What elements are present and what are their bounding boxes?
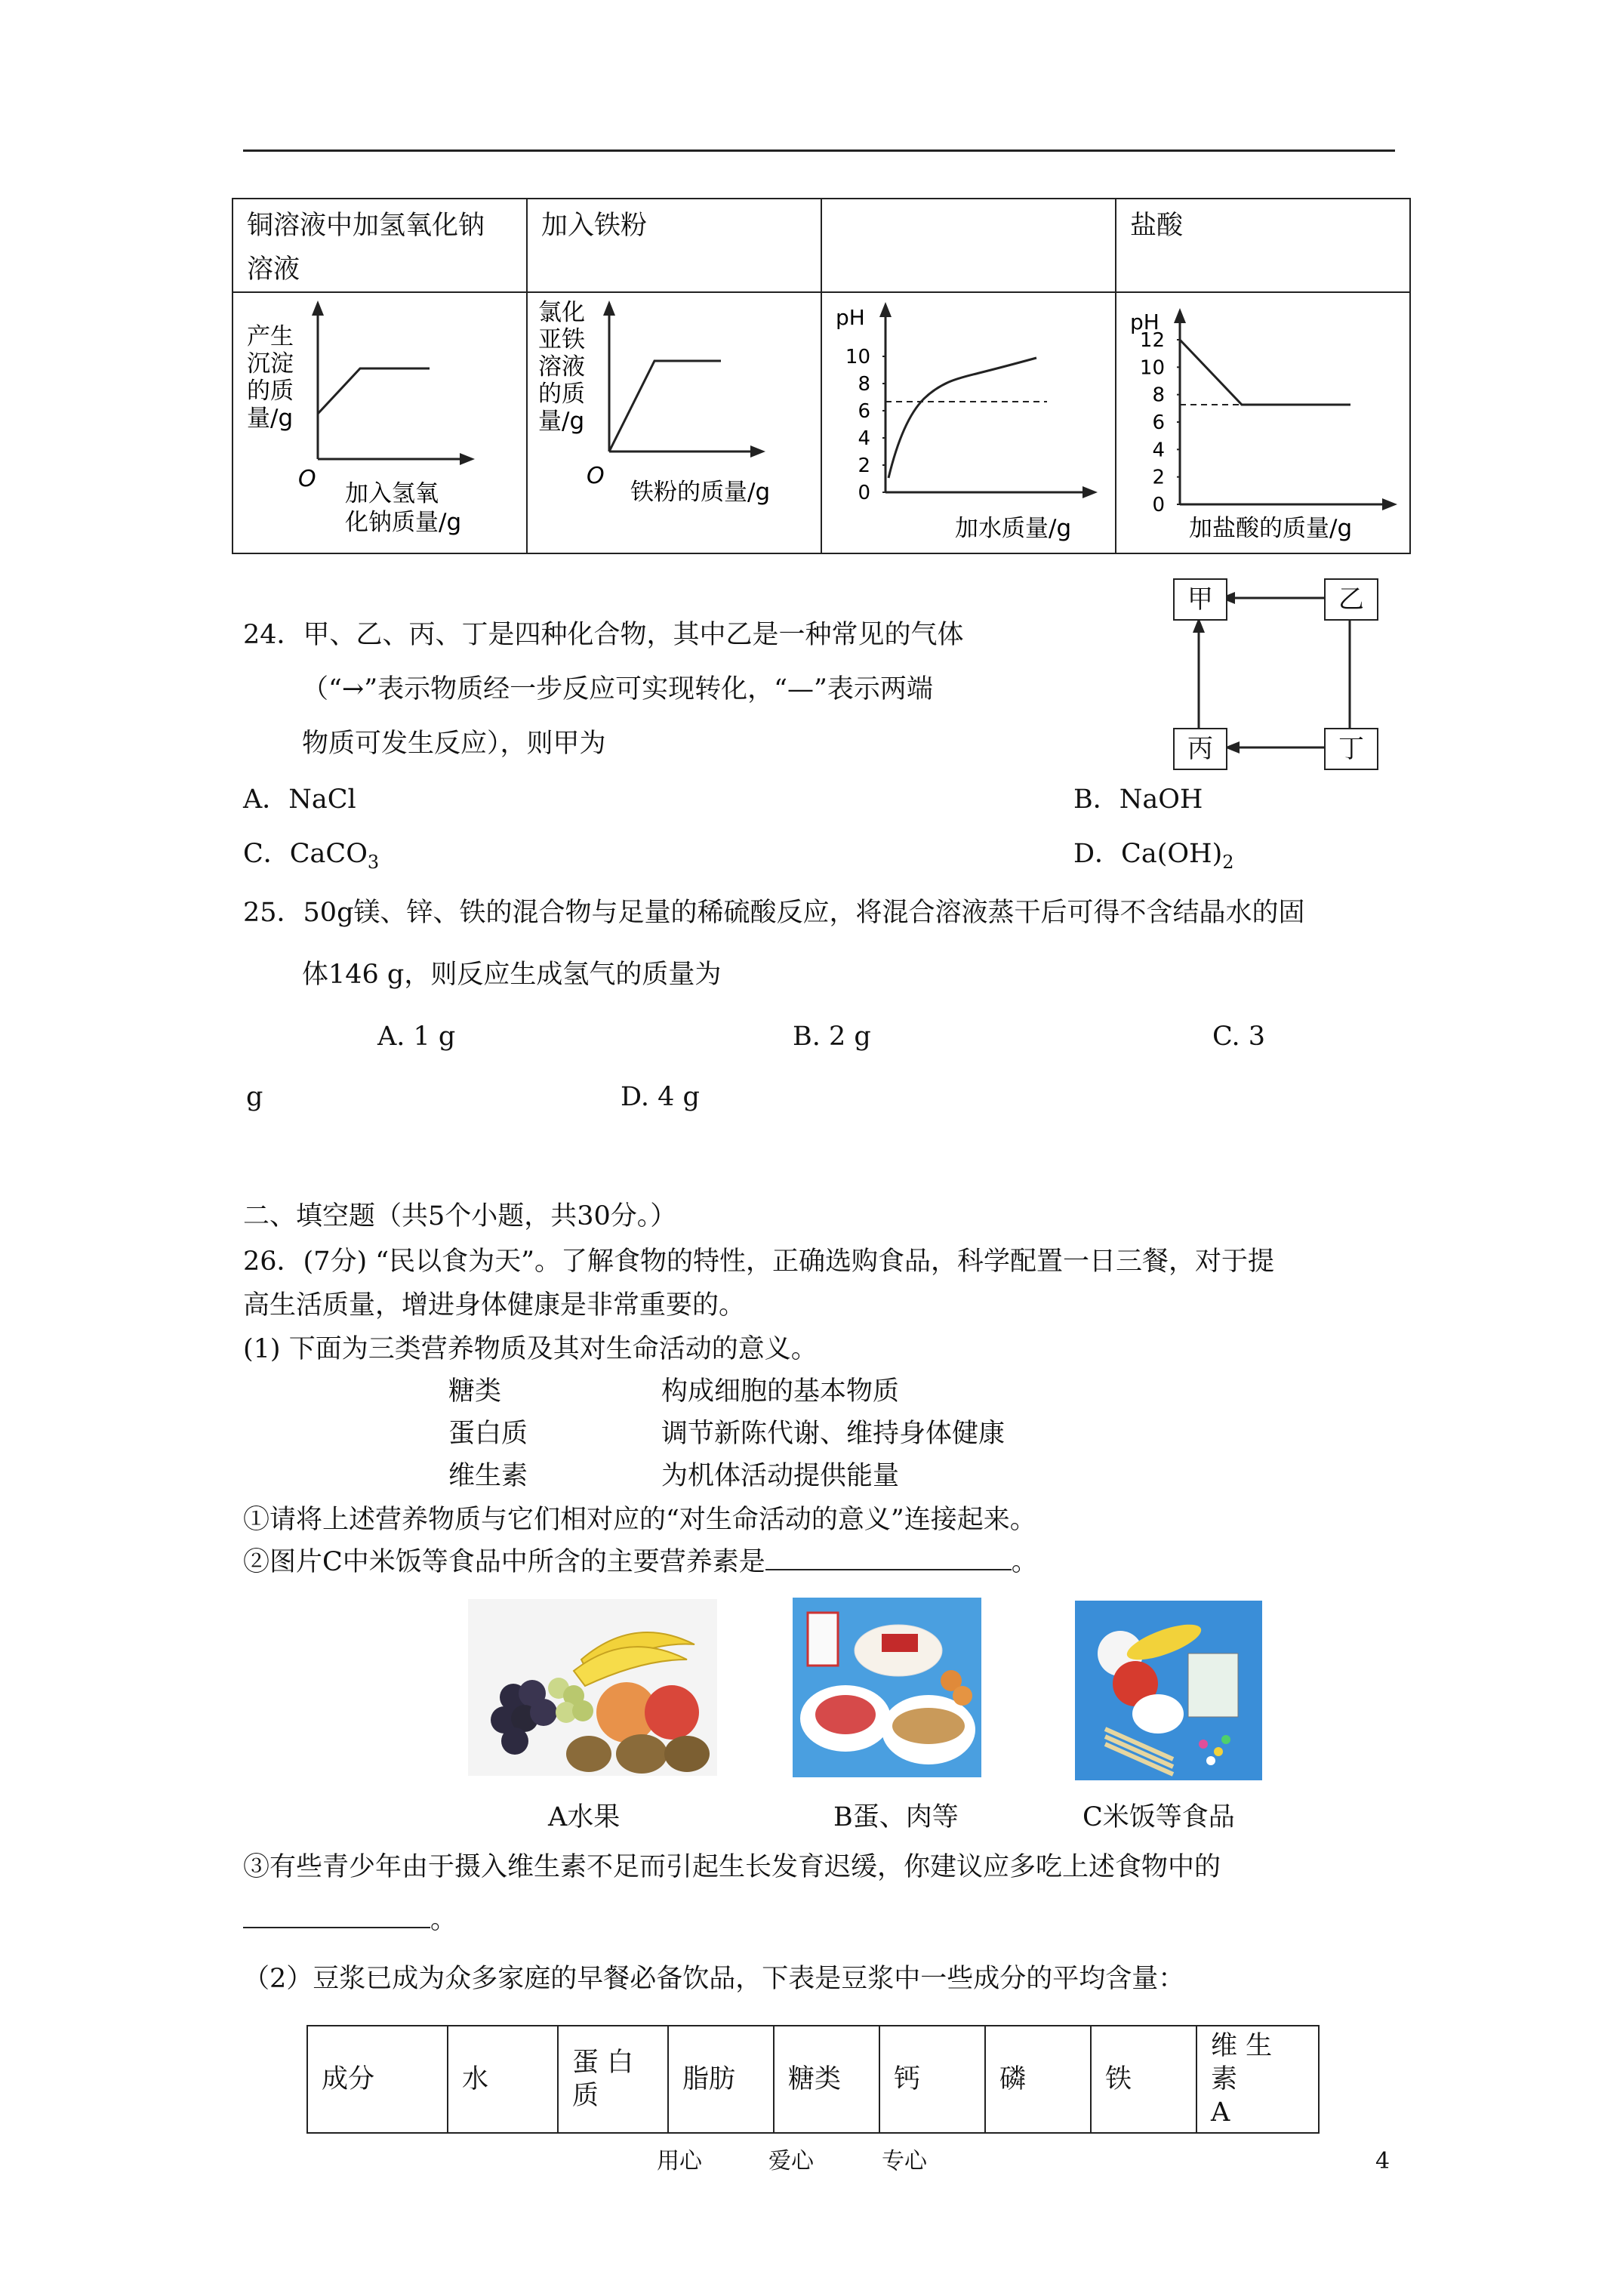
graph4-tick-labels xyxy=(1140,329,1180,516)
q24-option-d: D．$Ca(OH)_2$ xyxy=(1073,839,1234,873)
ph-tick-label: 12 xyxy=(1139,329,1165,352)
q25-option-c-unit: g xyxy=(246,1082,263,1112)
graph3-xlabel: 加水质量/g xyxy=(955,515,1072,542)
q25-line1: 25．50g镁、锌、铁的混合物与足量的稀硫酸反应，将混合溶液蒸干后可得不含结晶水的固 xyxy=(243,898,1305,928)
answer-blank[interactable] xyxy=(243,1904,430,1928)
nutrient-meaning: 构成细胞的基本物质 xyxy=(661,1376,900,1407)
ph-tick-label: 8 xyxy=(858,373,870,396)
nutrient-name: 蛋白质 xyxy=(448,1419,528,1449)
table-header-cell xyxy=(821,199,1116,292)
q26-item2: ②图片C中米饭等食品中所含的主要营养素是 。 xyxy=(243,1547,1038,1577)
caption-a: A水果 xyxy=(548,1802,621,1832)
ph-tick-label: 2 xyxy=(858,455,870,477)
q26-line2: 高生活质量，增进身体健康是非常重要的。 xyxy=(243,1290,746,1321)
graph2-xlabel: 铁粉的质量/g xyxy=(630,479,771,506)
graph3-tick-labels xyxy=(845,346,885,504)
graph-table xyxy=(232,198,1411,554)
graph4-yaxis-label: pH xyxy=(1130,310,1160,334)
q25-line2: 体146 g，则反应生成氢气的质量为 xyxy=(302,960,722,990)
footer-right: 专心 xyxy=(882,2148,927,2174)
node-bing: 丙 xyxy=(1173,728,1227,770)
graph-4 xyxy=(1116,293,1409,550)
table-header-cell: 盐酸 xyxy=(1116,199,1410,292)
graph1-xlabel-line: 加入氢氧 xyxy=(345,480,439,507)
q26-sub2: （2）豆浆已成为众多家庭的早餐必备饮品，下表是豆浆中一些成分的平均含量： xyxy=(243,1964,1185,1994)
node-jia: 甲 xyxy=(1173,578,1227,621)
graph1-xlabel-line: 化钠质量/g xyxy=(345,509,462,536)
graph2-ylabel-line: 溶液 xyxy=(538,353,585,381)
photo-rice-foods xyxy=(1075,1601,1262,1780)
q24-option-a: A．NaCl xyxy=(243,784,356,815)
table-cell: 糖类 xyxy=(774,2026,879,2133)
q25-option-c: C. 3 xyxy=(1212,1022,1266,1052)
section-title: 二、填空题（共5个小题，共30分。） xyxy=(243,1201,677,1231)
q26-sub1: (1) 下面为三类营养物质及其对生命活动的意义。 xyxy=(243,1334,818,1364)
q25-option-d: D. 4 g xyxy=(621,1082,700,1112)
caption-c: C米饭等食品 xyxy=(1083,1802,1235,1832)
page-number: 4 xyxy=(1375,2148,1390,2174)
graph2-ylabel-line: 亚铁 xyxy=(538,326,585,353)
graph3-yaxis-label: pH xyxy=(836,305,865,330)
table-cell: 磷 xyxy=(985,2026,1091,2133)
table-cell: 维 生 素 A xyxy=(1196,2026,1319,2133)
q25-option-b: B. 2 g xyxy=(793,1022,871,1052)
table-row xyxy=(307,2026,1319,2133)
q25-option-a: A. 1 g xyxy=(377,1022,456,1052)
q26-item1: ①请将上述营养物质与它们相对应的“对生命活动的意义”连接起来。 xyxy=(243,1505,1036,1535)
q24-line3: 物质可发生反应），则甲为 xyxy=(302,729,606,759)
graph1-ylabel-line: 量/g xyxy=(247,405,294,432)
graph-3 xyxy=(822,293,1115,550)
photo-eggs-meat xyxy=(793,1598,981,1777)
graph-cell-1 xyxy=(233,292,527,553)
graph1-ylabel-line: 沉淀 xyxy=(247,350,294,378)
ph-tick-label: 4 xyxy=(858,427,870,450)
footer-left: 用心 xyxy=(657,2148,702,2174)
graph2-ylabel-line: 的质 xyxy=(538,381,585,408)
table-cell: 钙 xyxy=(879,2026,985,2133)
q26-item3: ③有些青少年由于摄入维生素不足而引起生长发育迟缓，你建议应多吃上述食物中的 xyxy=(243,1852,1221,1882)
graph2-ylabel-line: 氯化 xyxy=(538,299,585,326)
graph-1 xyxy=(233,293,526,550)
ph-tick-label: 10 xyxy=(845,346,870,368)
table-header-cell: 加入铁粉 xyxy=(527,199,821,292)
ph-tick-label: 0 xyxy=(1152,494,1165,516)
ph-tick-label: 10 xyxy=(1139,356,1165,380)
nutrient-meaning: 为机体活动提供能量 xyxy=(661,1461,900,1491)
node-yi: 乙 xyxy=(1324,578,1378,621)
header-rule xyxy=(243,149,1395,152)
q24-option-b: B．NaOH xyxy=(1073,784,1203,815)
graph2-origin: O xyxy=(587,463,605,489)
photo-fruits xyxy=(468,1599,717,1776)
ph-tick-label: 6 xyxy=(858,400,870,423)
graph1-origin: O xyxy=(298,466,316,492)
graph-cell-4 xyxy=(1116,292,1410,553)
table-cell: 水 xyxy=(448,2026,558,2133)
graph1-ylabel-line: 产生 xyxy=(247,323,294,350)
ph-tick-label: 2 xyxy=(1152,466,1165,489)
table-cell: 蛋 白 质 xyxy=(558,2026,668,2133)
ph-tick-label: 8 xyxy=(1152,384,1165,407)
ph-tick-label: 4 xyxy=(1152,439,1165,462)
q26-line1: 26．(7分) “民以食为天”。了解食物的特性，正确选购食品，科学配置一日三餐，对于提 xyxy=(243,1247,1275,1277)
caption-b: B蛋、肉等 xyxy=(833,1802,959,1832)
table-header-cell: 铜溶液中加氢氧化钠 溶液 xyxy=(233,199,527,292)
nutrient-meaning: 调节新陈代谢、维持身体健康 xyxy=(661,1419,1006,1449)
graph-cell-3 xyxy=(821,292,1116,553)
graph1-ylabel-line: 的质 xyxy=(247,378,294,405)
q24-line2: （“→”表示物质经一步反应可实现转化，“—”表示两端 xyxy=(302,674,933,704)
node-ding: 丁 xyxy=(1324,728,1378,770)
graph-2 xyxy=(528,293,821,550)
table-cell: 铁 xyxy=(1091,2026,1196,2133)
q26-item3-blank-line: 。 xyxy=(243,1903,457,1937)
answer-blank[interactable] xyxy=(765,1546,1012,1570)
nutrient-name: 维生素 xyxy=(448,1461,528,1491)
graph-cell-2 xyxy=(527,292,821,553)
q24-option-c: C．CaCO$_3$ xyxy=(243,839,380,873)
graph2-ylabel-line: 量/g xyxy=(538,408,585,435)
nutrient-name: 糖类 xyxy=(448,1376,502,1407)
ph-tick-label: 6 xyxy=(1152,411,1165,434)
table-cell: 成分 xyxy=(307,2026,448,2133)
footer-mid: 爱心 xyxy=(768,2148,814,2174)
ph-tick-label: 0 xyxy=(858,482,870,504)
table-cell: 脂肪 xyxy=(668,2026,774,2133)
q24-line1: 24．甲、乙、丙、丁是四种化合物，其中乙是一种常见的气体 xyxy=(243,620,964,650)
soy-milk-table xyxy=(306,2025,1320,2134)
graph4-xlabel: 加盐酸的质量/g xyxy=(1189,515,1353,542)
